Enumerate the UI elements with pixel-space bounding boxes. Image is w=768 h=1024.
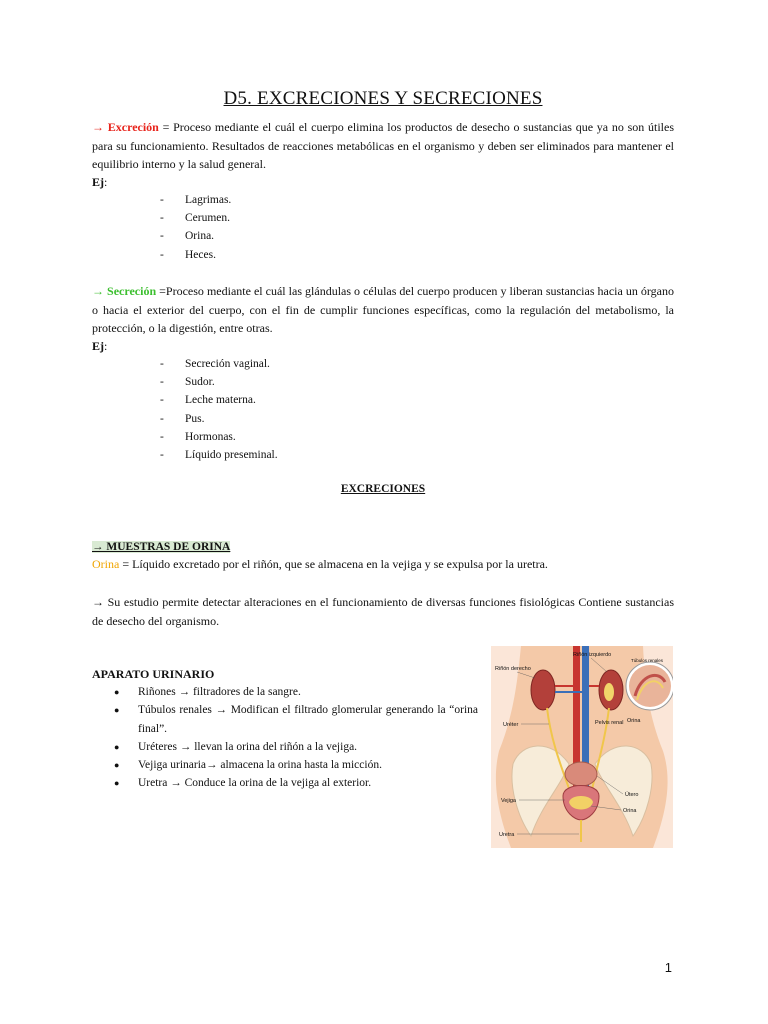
list-item [92, 756, 478, 774]
dash-marker: - [160, 230, 164, 243]
bullet-marker: ● [114, 741, 120, 752]
orina-definition-line [92, 555, 674, 574]
bullet-marker: ● [114, 705, 120, 716]
label-rinon-derecho: Riñón derecho [495, 666, 531, 672]
list-item-text: Secreción vaginal. [185, 358, 270, 370]
list-item [92, 738, 478, 756]
list-item [160, 355, 278, 373]
urinary-system-illustration [491, 646, 673, 848]
excrecion-examples-list [160, 191, 231, 264]
excreciones-heading: EXCRECIONES [340, 483, 426, 495]
list-item [160, 246, 231, 264]
dash-marker: - [160, 430, 164, 443]
list-item [160, 373, 278, 391]
secrecion-definition: =Proceso mediante el cuál las glándulas o células del cuerpo producen y liberan sustancias hacia un órgano o hacia el exterior del cuerpo, con el fin de cumplir funciones específicas, como la regulación del metabolismo, la protección, o la digestión, entre otras. [92, 284, 674, 335]
dash-marker: - [160, 358, 164, 370]
list-item [160, 227, 231, 245]
dash-marker: - [160, 248, 164, 261]
bullet-marker: ● [114, 778, 120, 789]
secrecion-term: Secreción [107, 284, 157, 298]
list-item-text: Líquido preseminal. [185, 449, 278, 462]
dash-marker: - [160, 212, 164, 225]
page-number: 1 [664, 960, 672, 975]
estudio-paragraph: → Su estudio permite detectar alteraciones en el funcionamiento de diversas funciones fisiológicas Contiene sustancias de desecho del organismo. [92, 595, 674, 628]
dash-marker: - [160, 394, 164, 407]
muestras-heading-line [92, 537, 674, 557]
aparato-heading: APARATO URINARIO [92, 667, 215, 681]
list-item-text: Sudor. [185, 376, 215, 389]
secrecion-paragraph [92, 282, 674, 338]
list-item-text: Lagrimas. [185, 194, 232, 206]
label-orina-inset: Orina [627, 718, 641, 724]
list-item [160, 410, 278, 428]
list-item-text: Hormonas. [185, 430, 236, 443]
list-item [160, 209, 231, 227]
excrecion-ej-label: Ej [92, 175, 104, 189]
list-item-text: Uréteres → llevan la orina del riñón a la vejiga. [138, 740, 358, 753]
excrecion-ej-colon: : [104, 175, 108, 189]
orina-term: Orina [92, 557, 120, 571]
list-item [160, 428, 278, 446]
excrecion-term: Excreción [107, 120, 159, 134]
label-utero: Útero [625, 792, 639, 798]
list-item-text: Orina. [185, 230, 215, 243]
dash-marker: - [160, 194, 164, 206]
list-item-text: Pus. [185, 412, 205, 425]
orina-definition: = Líquido excretado por el riñón, que se almacena en la vejiga y se expulsa por la uretra. [119, 557, 548, 571]
list-item-text: Vejiga urinaria→ almacena la orina hasta la micción. [138, 759, 382, 772]
list-item-text: Túbulos renales → Modifican el filtrado glomerular generando la “orina final”. [138, 704, 478, 735]
label-pelvis: Pelvis renal [595, 720, 624, 726]
list-item-text: Uretra → Conduce la orina de la vejiga al exterior. [138, 777, 372, 790]
dash-marker: - [160, 412, 164, 425]
label-orina: Orina [623, 808, 637, 814]
aparato-list [92, 683, 478, 793]
bullet-marker: ● [114, 687, 120, 697]
excrecion-ej-line [92, 173, 674, 192]
secrecion-examples-list [160, 355, 278, 464]
secrecion-ej-colon: : [104, 339, 108, 353]
label-uretra: Uretra [499, 832, 515, 838]
excrecion-definition: = Proceso mediante el cuál el cuerpo elimina los productos de desecho o sustancias que ya no son útiles para su funcionamiento. Resultados de reacciones metabólicas en el organismo y deben ser eliminados para mantener el equilibrio interno y la salud general. [92, 120, 674, 171]
dash-marker: - [160, 376, 164, 389]
secrecion-arrow: → [92, 284, 104, 298]
label-rinon-izquierdo: Riñón izquierdo [573, 652, 612, 658]
page-title: D5. EXCRECIONES Y SECRECIONES [223, 88, 543, 109]
muestras-heading: → MUESTRAS DE ORINA [92, 541, 231, 553]
label-vejiga: Vejiga [501, 798, 516, 804]
list-item-text: Cerumen. [185, 212, 231, 225]
list-item [92, 683, 478, 701]
list-item-text: Heces. [185, 248, 216, 261]
list-item [160, 391, 278, 409]
excrecion-paragraph [92, 118, 674, 174]
bullet-marker: ● [114, 760, 120, 771]
list-item-text: Leche materna. [185, 394, 256, 407]
list-item [92, 774, 478, 792]
list-item [160, 191, 231, 209]
label-ureter: Uréter [503, 722, 519, 728]
secrecion-ej-label: Ej [92, 339, 104, 353]
list-item [160, 446, 278, 464]
list-item-text: Riñones → filtradores de la sangre. [138, 686, 301, 698]
excrecion-arrow: → [92, 120, 104, 134]
secrecion-ej-line [92, 337, 674, 356]
label-tubulos: Túbulos renales [631, 658, 664, 663]
list-item [92, 701, 478, 738]
dash-marker: - [160, 449, 164, 462]
